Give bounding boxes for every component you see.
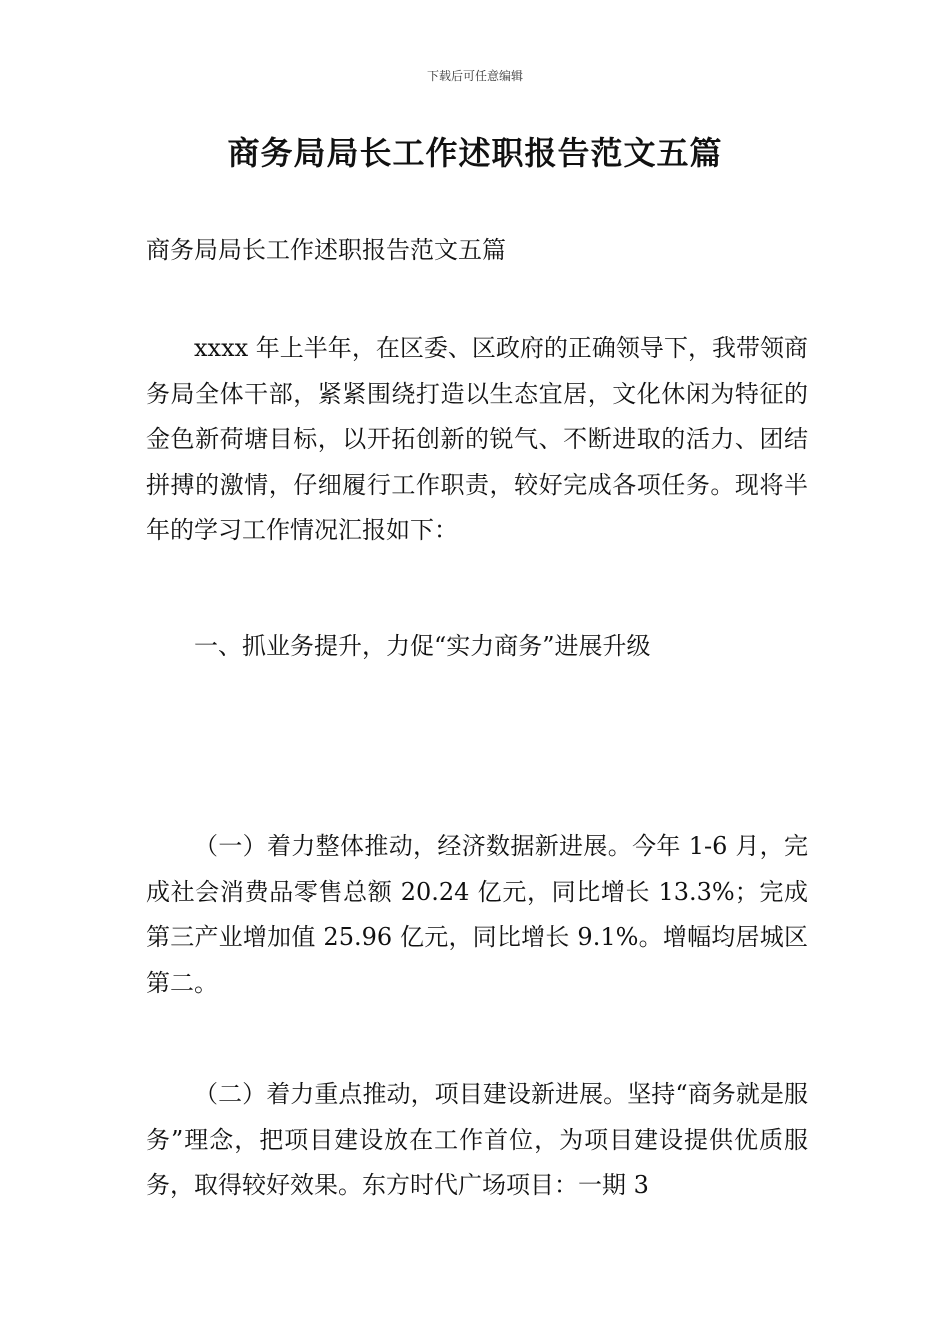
document-title: 商务局局长工作述职报告范文五篇 — [227, 134, 723, 172]
header-note: 下载后可任意编辑 — [426, 69, 523, 83]
paragraph-item-1: （一）着力整体推动，经济数据新进展。今年 1-6 月，完成社会消费品零售总额 20.24 亿元，同比增长 13.3%；完成第三产业增加值 25.96 亿元，同比增长 9.1%。增幅均居城区第二。 — [146, 832, 808, 997]
paragraph-item-2: （二）着力重点推动，项目建设新进展。坚持“商务就是服务”理念，把项目建设放在工作首位，为项目建设提供优质服务，取得较好效果。东方时代广场项目：一期 3 — [146, 1080, 808, 1199]
intro-paragraph: xxxx 年上半年，在区委、区政府的正确领导下，我带领商务局全体干部，紧紧围绕打造以生态宜居，文化休闲为特征的金色新荷塘目标，以开拓创新的锐气、不断进取的活力、团结拼搏的激情，仔细履行工作职责，较好完成各项任务。现将半年的学习工作情况汇报如下： — [146, 334, 808, 544]
section-heading: 一、抓业务提升，力促“实力商务”进展升级 — [194, 632, 651, 660]
document-subtitle: 商务局局长工作述职报告范文五篇 — [146, 236, 506, 264]
